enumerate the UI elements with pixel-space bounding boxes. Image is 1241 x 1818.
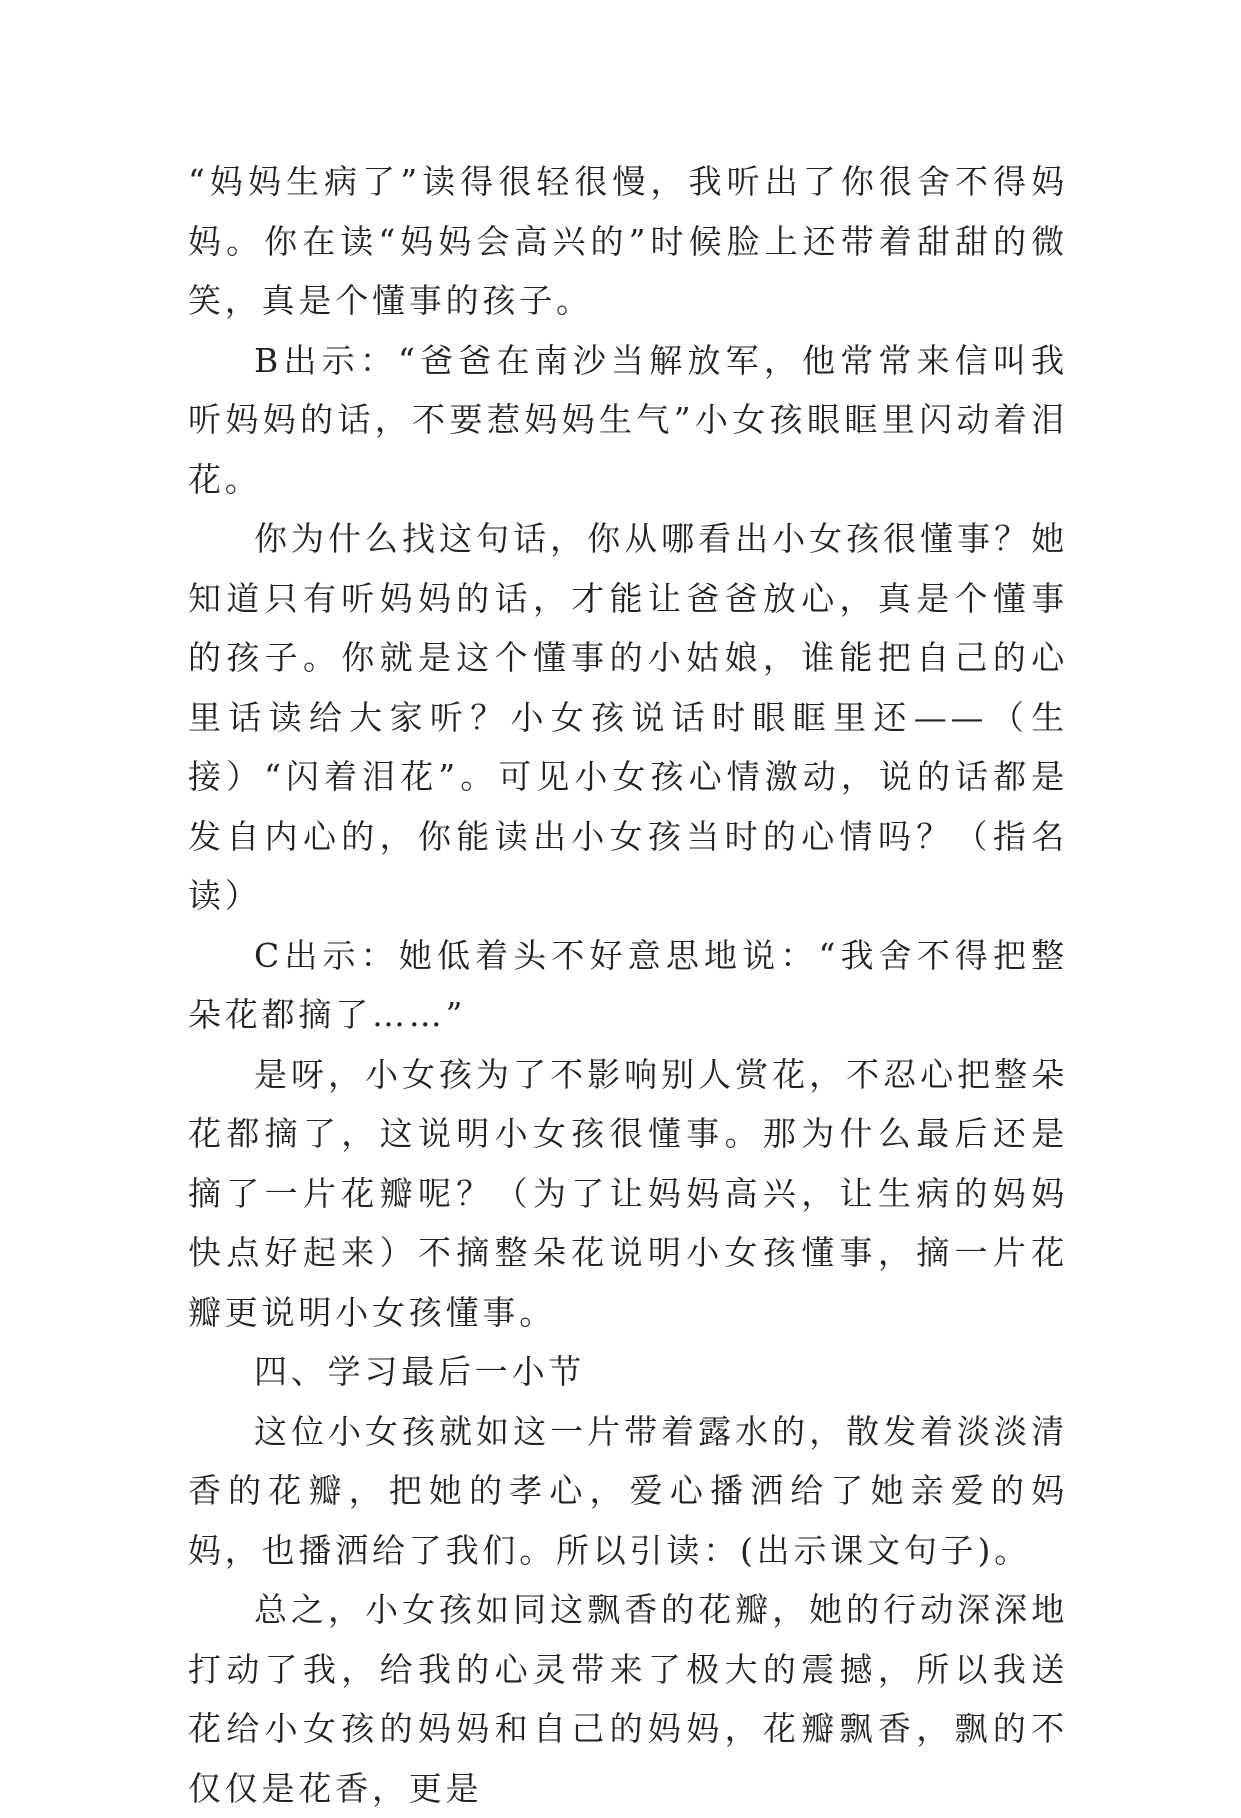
paragraph-1: “妈妈生病了”读得很轻很慢，我听出了你很舍不得妈妈。你在读“妈妈会高兴的”时候脸上还带着甜甜的微笑，真是个懂事的孩子。 (188, 162, 1068, 320)
paragraph-2: B出示：“爸爸在南沙当解放军，他常常来信叫我听妈妈的话，不要惹妈妈生气”小女孩眼眶里闪动着泪花。 (188, 340, 1068, 499)
paragraph-3: 你为什么找这句话，你从哪看出小女孩很懂事？她知道只有听妈妈的话，才能让爸爸放心，真是个懂事的孩子。你就是这个懂事的小姑娘，谁能把自己的心里话读给大家听？小女孩说话时眼眶里还——（生接）“闪着泪花”。可见小女孩心情激动，说的话都是发自内心的，你能读出小女孩当时的心情吗？（指名读） (188, 519, 1068, 915)
paragraph-8: 总之，小女孩如同这飘香的花瓣，她的行动深深地打动了我，给我的心灵带来了极大的震撼，所以我送花给小女孩的妈妈和自己的妈妈，花瓣飘香，飘的不仅仅是花香，更是 (188, 1590, 1068, 1808)
paragraph-4: C出示：她低着头不好意思地说：“我舍不得把整朵花都摘了……” (188, 935, 1068, 1034)
section-heading: 四、学习最后一小节 (254, 1352, 586, 1391)
document-body (188, 152, 1068, 1818)
paragraph-5: 是呀，小女孩为了不影响别人赏花，不忍心把整朵花都摘了，这说明小女孩很懂事。那为什么最后还是摘了一片花瓣呢？（为了让妈妈高兴，让生病的妈妈快点好起来）不摘整朵花说明小女孩懂事，摘一片花瓣更说明小女孩懂事。 (188, 1054, 1068, 1332)
paragraph-7: 这位小女孩就如这一片带着露水的，散发着淡淡清香的花瓣，把她的孝心，爱心播洒给了她亲爱的妈妈，也播洒给了我们。所以引读：(出示课文句子)。 (188, 1411, 1068, 1570)
